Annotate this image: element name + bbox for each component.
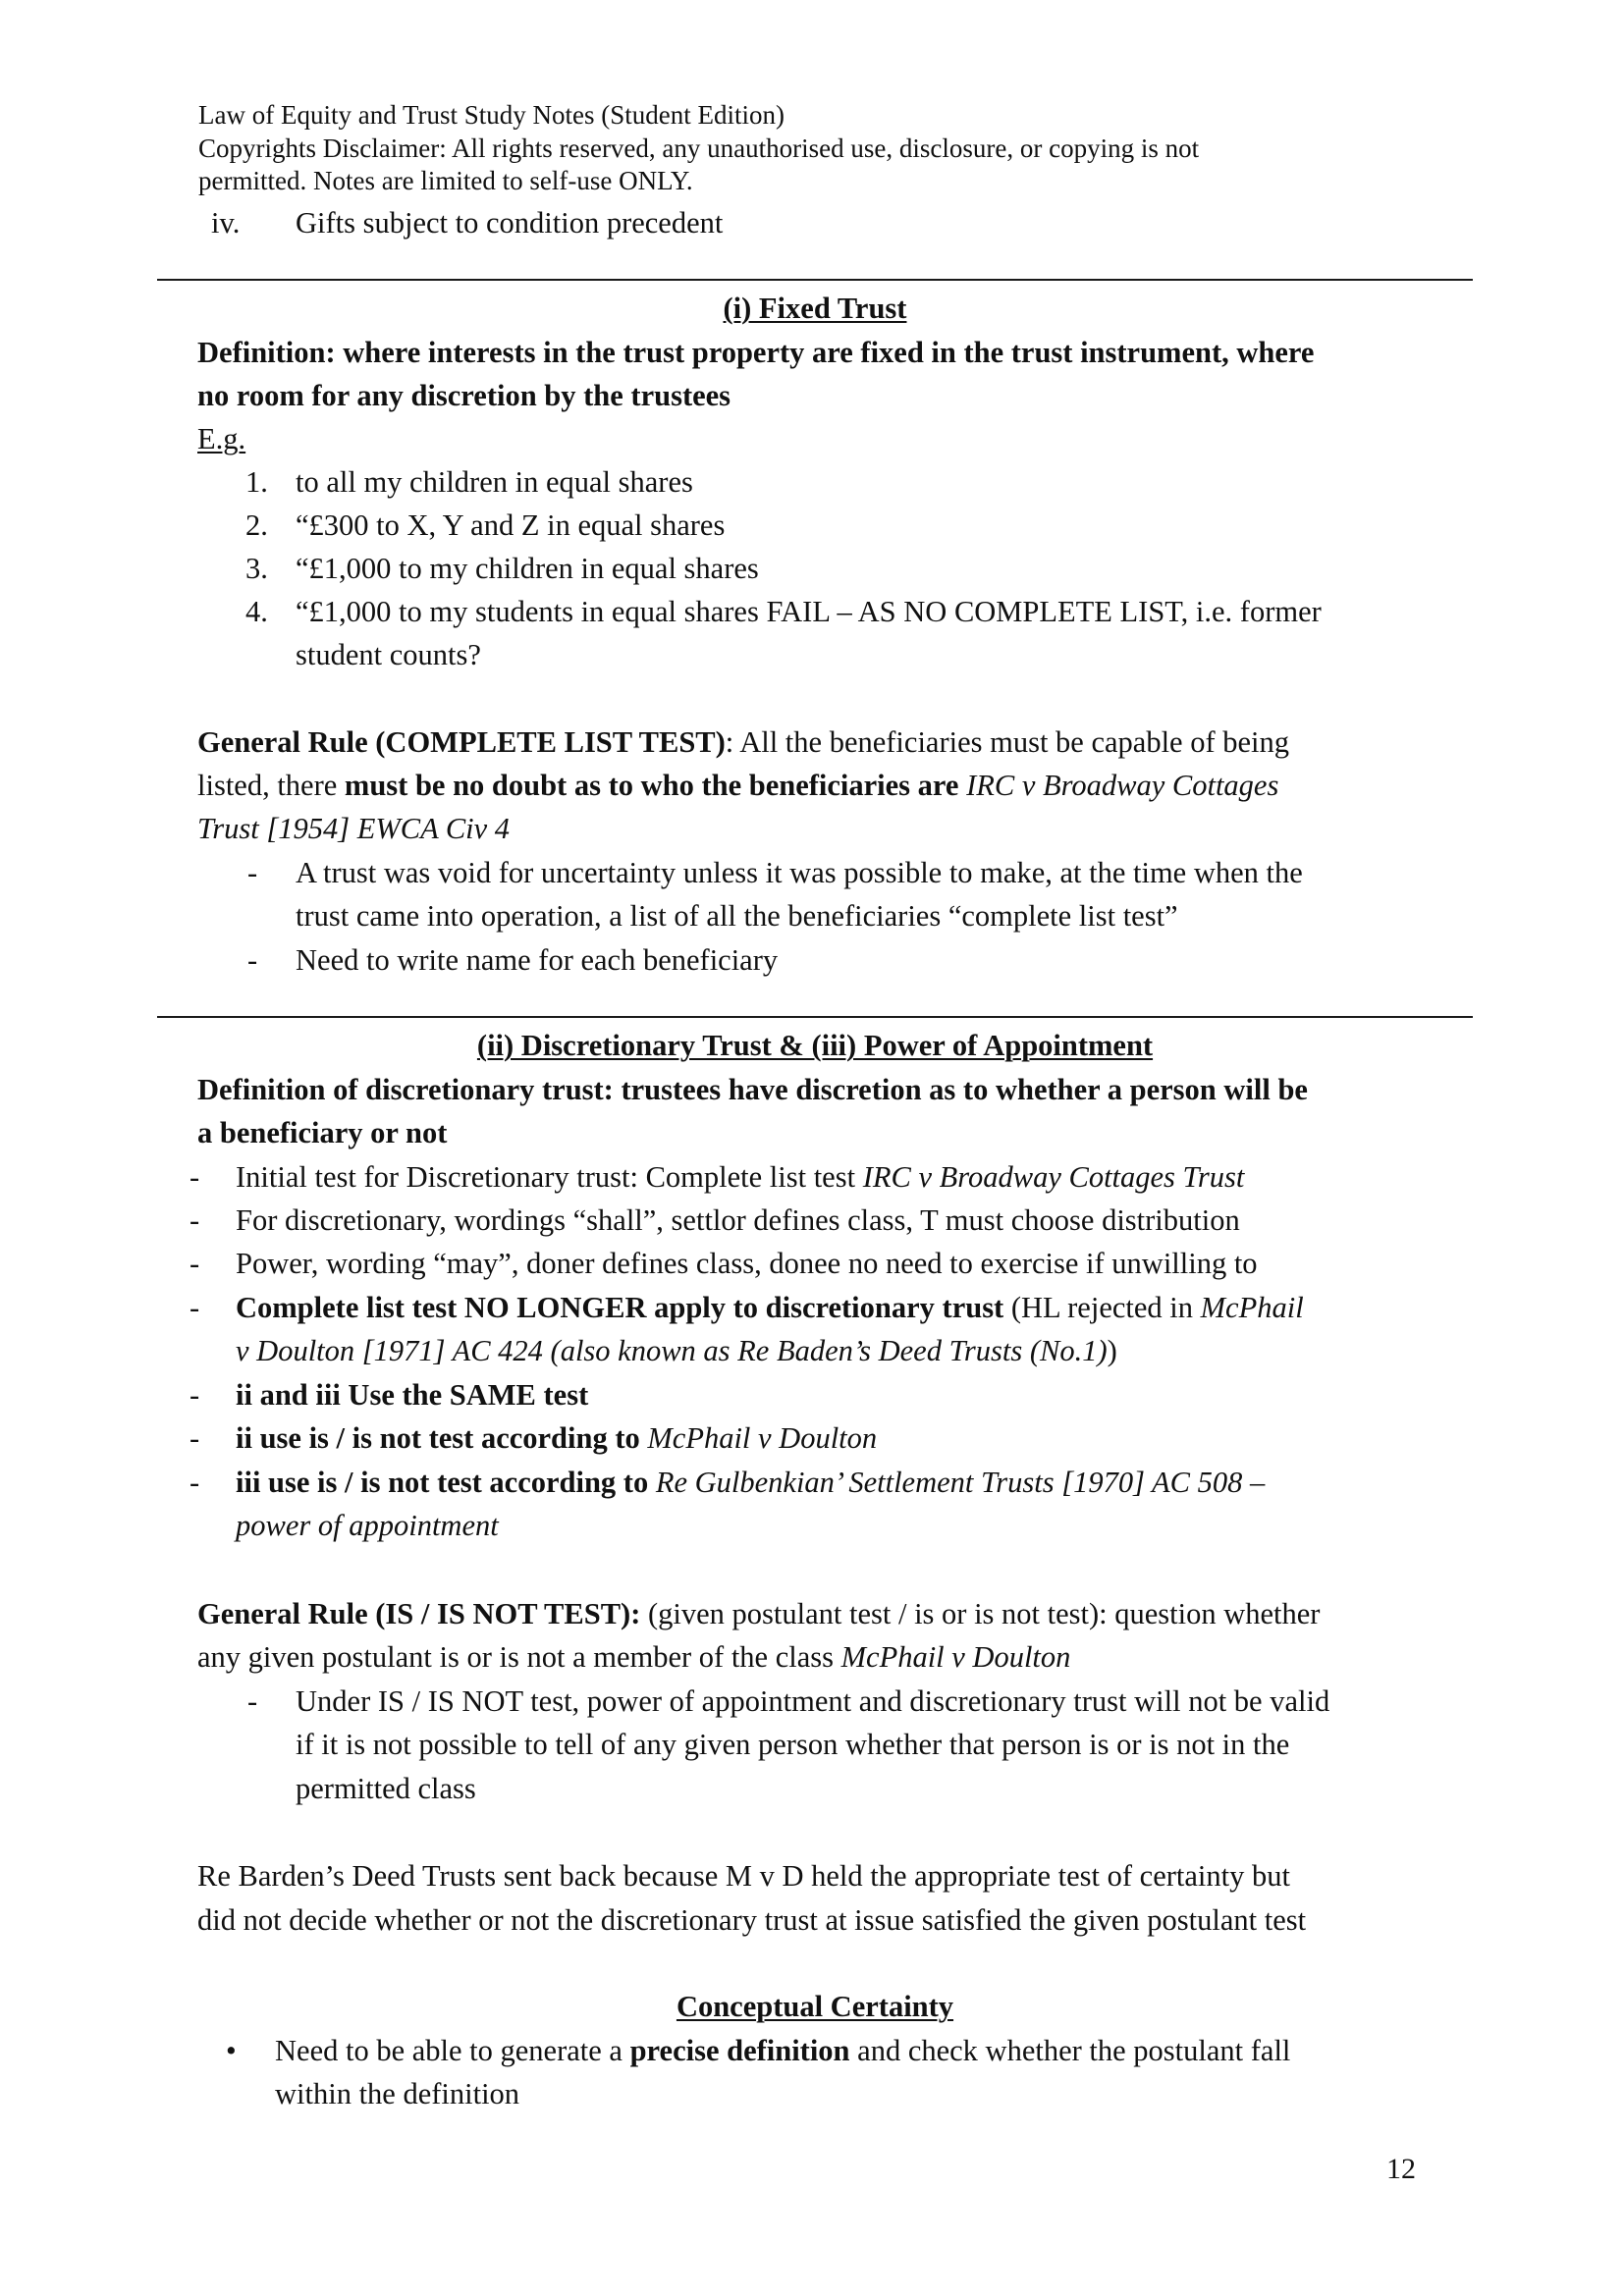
point-no-longer-apply xyxy=(236,1290,1304,1325)
case-citation: McPhail xyxy=(1200,1291,1304,1324)
bullet-icon: • xyxy=(226,2034,237,2067)
point-text: and check whether the postulant fall xyxy=(849,2034,1291,2067)
point-may-wording: Power, wording “may”, doner defines class, donee no need to exercise if unwilling to xyxy=(236,1247,1258,1280)
point-text: Initial test for Discretionary trust: Complete list test xyxy=(236,1160,863,1194)
section-heading-fixed-trust: (i) Fixed Trust xyxy=(723,292,907,325)
point-under-is-not-test-continuation: permitted class xyxy=(296,1772,476,1805)
list-marker-iv: iv. xyxy=(211,206,241,240)
re-barden-note-line-1: Re Barden’s Deed Trusts sent back because M v D held the appropriate test of certainty but xyxy=(197,1859,1290,1893)
point-text: (HL rejected in xyxy=(1003,1291,1201,1324)
point-emphasis: ii use is / is not test according to xyxy=(236,1421,640,1455)
point-emphasis: precise definition xyxy=(629,2034,850,2067)
re-barden-note-line-2: did not decide whether or not the discretionary trust at issue satisfied the given postulant test xyxy=(197,1903,1307,1937)
fixed-trust-definition-line-1: Definition: where interests in the trust property are fixed in the trust instrument, where xyxy=(197,336,1315,369)
example-item: “£1,000 to my children in equal shares xyxy=(296,552,759,585)
point-same-test: ii and iii Use the SAME test xyxy=(236,1378,589,1412)
rule-text: : All the beneficiaries must be capable of being xyxy=(725,725,1290,759)
rule-text: any given postulant is or is not a member of the class xyxy=(197,1640,841,1674)
point-complete-list-void-continuation: trust came into operation, a list of all the beneficiaries “complete list test” xyxy=(296,899,1178,933)
example-item-continuation: student counts? xyxy=(296,638,481,671)
is-is-not-rule-line-2 xyxy=(197,1639,1070,1675)
rule-text: listed, there xyxy=(197,769,345,802)
dash-marker: - xyxy=(189,1378,200,1412)
point-initial-test xyxy=(236,1159,1244,1195)
example-number: 2. xyxy=(245,508,268,542)
case-citation: McPhail v Doulton xyxy=(840,1640,1071,1674)
disclaimer-line-2: permitted. Notes are limited to self-use ONLY. xyxy=(198,166,693,195)
case-citation: McPhail v Doulton xyxy=(639,1421,878,1455)
eg-label: E.g. xyxy=(197,422,246,455)
doc-title: Law of Equity and Trust Study Notes (Student Edition) xyxy=(198,100,785,130)
point-ii-test xyxy=(236,1420,877,1456)
discretionary-definition-line-1: Definition of discretionary trust: trustees have discretion as to whether a person will be xyxy=(197,1073,1308,1106)
point-under-is-not-test-continuation: if it is not possible to tell of any given person whether that person is or is not in the xyxy=(296,1728,1290,1761)
dash-marker: - xyxy=(189,1160,200,1194)
rule-emphasis: must be no doubt as to who the beneficiaries are xyxy=(344,769,959,802)
section-divider xyxy=(157,279,1473,281)
point-text: Need to be able to generate a xyxy=(275,2034,630,2067)
dash-marker: - xyxy=(189,1203,200,1237)
point-precise-definition xyxy=(275,2033,1290,2068)
dash-marker: - xyxy=(247,1684,258,1718)
case-citation: IRC v Broadway Cottages xyxy=(958,769,1279,802)
closing-paren: ) xyxy=(1107,1334,1117,1367)
example-number: 1. xyxy=(245,465,268,499)
is-is-not-rule-line-1 xyxy=(197,1596,1320,1631)
section-divider xyxy=(157,1016,1473,1018)
example-number: 4. xyxy=(245,595,268,628)
case-citation-continuation: Trust [1954] EWCA Civ 4 xyxy=(197,812,511,845)
section-heading-discretionary-trust: (ii) Discretionary Trust & (iii) Power of Appointment xyxy=(476,1029,1154,1062)
complete-list-rule-line-2 xyxy=(197,768,1278,803)
rule-text: (given postulant test / is or is not test): question whether xyxy=(640,1597,1321,1630)
case-citation: Re Gulbenkian’ Settlement Trusts [1970] AC 508 – xyxy=(648,1466,1266,1499)
rule-label: General Rule (IS / IS NOT TEST): xyxy=(197,1597,641,1630)
point-iii-test xyxy=(236,1465,1265,1500)
case-citation: IRC v Broadway Cottages Trust xyxy=(862,1160,1245,1194)
section-heading-conceptual-certainty: Conceptual Certainty xyxy=(676,1990,954,2023)
case-citation-continuation: power of appointment xyxy=(236,1509,499,1542)
disclaimer-line-1: Copyrights Disclaimer: All rights reserved, any unauthorised use, disclosure, or copying is not xyxy=(198,133,1200,163)
fixed-trust-definition-line-2: no room for any discretion by the trustees xyxy=(197,379,731,412)
point-write-names: Need to write name for each beneficiary xyxy=(296,943,779,977)
list-item-gifts-condition: Gifts subject to condition precedent xyxy=(296,206,724,240)
rule-label: General Rule (COMPLETE LIST TEST) xyxy=(197,725,726,759)
point-complete-list-void: A trust was void for uncertainty unless it was possible to make, at the time when the xyxy=(296,856,1303,889)
example-item: “£1,000 to my students in equal shares FAIL – AS NO COMPLETE LIST, i.e. former xyxy=(296,595,1322,628)
point-emphasis: Complete list test NO LONGER apply to discretionary trust xyxy=(236,1291,1004,1324)
point-shall-wording: For discretionary, wordings “shall”, settlor defines class, T must choose distribution xyxy=(236,1203,1240,1237)
dash-marker: - xyxy=(189,1466,200,1499)
dash-marker: - xyxy=(189,1247,200,1280)
example-item: to all my children in equal shares xyxy=(296,465,693,499)
dash-marker: - xyxy=(247,943,258,977)
case-citation-continuation: v Doulton [1971] AC 424 (also known as Re Baden’s Deed Trusts (No.1) xyxy=(236,1334,1108,1367)
dash-marker: - xyxy=(189,1421,200,1455)
example-number: 3. xyxy=(245,552,268,585)
example-item: “£300 to X, Y and Z in equal shares xyxy=(296,508,726,542)
point-no-longer-apply-continuation xyxy=(236,1333,1117,1368)
point-under-is-not-test: Under IS / IS NOT test, power of appointment and discretionary trust will not be valid xyxy=(296,1684,1330,1718)
complete-list-rule-line-1 xyxy=(197,724,1289,760)
discretionary-definition-line-2: a beneficiary or not xyxy=(197,1116,448,1149)
dash-marker: - xyxy=(247,856,258,889)
page-number: 12 xyxy=(1386,2153,1416,2185)
dash-marker: - xyxy=(189,1291,200,1324)
point-precise-definition-continuation: within the definition xyxy=(275,2077,520,2110)
point-emphasis: iii use is / is not test according to xyxy=(236,1466,649,1499)
